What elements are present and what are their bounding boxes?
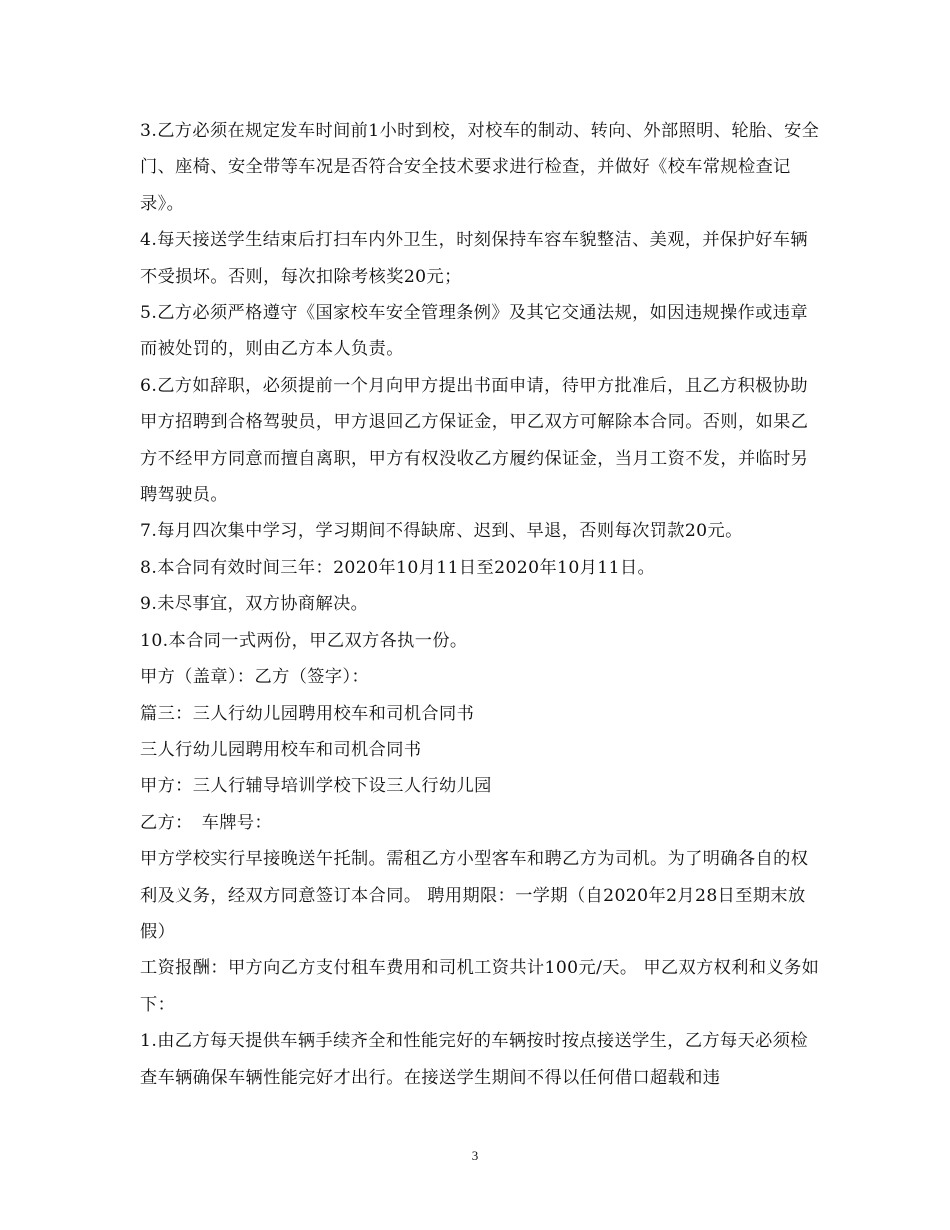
party-a: 甲方：三人行辅导培训学校下设三人行幼儿园: [140, 776, 492, 797]
clause-7: 7.每月四次集中学习，学习期间不得缺席、迟到、早退，否则每次罚款20元。: [140, 521, 743, 542]
contract-title: 三人行幼儿园聘用校车和司机合同书: [140, 739, 422, 760]
new-clause-1: 1.由乙方每天提供车辆手续齐全和性能完好的车辆按时按点接送学生，乙方每天必须检查车辆确保车辆性能完好才出行。在接送学生期间不得以任何借口超载和违: [140, 1031, 808, 1088]
party-b: 乙方： 车牌号：: [140, 812, 273, 833]
clause-8: 8.本合同有效时间三年：2020年10月11日至2020年10月11日。: [140, 557, 656, 578]
section-heading: 篇三：三人行幼儿园聘用校车和司机合同书: [140, 703, 475, 724]
clause-4: 4.每天接送学生结束后打扫车内外卫生，时刻保持车容车貌整洁、美观，并保护好车辆不受损坏。否则，每次扣除考核奖20元；: [140, 230, 808, 287]
clause-9: 9.未尽事宜，双方协商解决。: [140, 594, 369, 615]
page-number: 3: [471, 1148, 479, 1163]
salary-paragraph: 工资报酬：甲方向乙方支付租车费用和司机工资共计100元/天。 甲乙双方权利和义务如下：: [140, 958, 820, 1015]
document-body: [140, 113, 820, 1096]
preamble-paragraph: 甲方学校实行早接晚送午托制。需租乙方小型客车和聘乙方为司机。为了明确各自的权利及义务，经双方同意签订本合同。 聘用期限：一学期（自2020年2月28日至期末放假）: [140, 849, 809, 942]
clause-5: 5.乙方必须严格遵守《国家校车安全管理条例》及其它交通法规，如因违规操作或违章而被处罚的，则由乙方本人负责。: [140, 303, 808, 360]
clause-6: 6.乙方如辞职，必须提前一个月向甲方提出书面申请，待甲方批准后，且乙方积极协助甲方招聘到合格驾驶员，甲方退回乙方保证金，甲乙双方可解除本合同。否则，如果乙方不经甲方同意而擅自离职，甲方有权没收乙方履约保证金，当月工资不发，并临时另聘驾驶员。: [140, 375, 809, 506]
clause-3: 3.乙方必须在规定发车时间前1小时到校，对校车的制动、转向、外部照明、轮胎、安全门、座椅、安全带等车况是否符合安全技术要求进行检查，并做好《校车常规检查记录》。: [140, 121, 820, 214]
signature-line: 甲方（盖章）：乙方（签字）：: [140, 667, 370, 688]
clause-10: 10.本合同一式两份，甲乙双方各执一份。: [140, 630, 468, 651]
